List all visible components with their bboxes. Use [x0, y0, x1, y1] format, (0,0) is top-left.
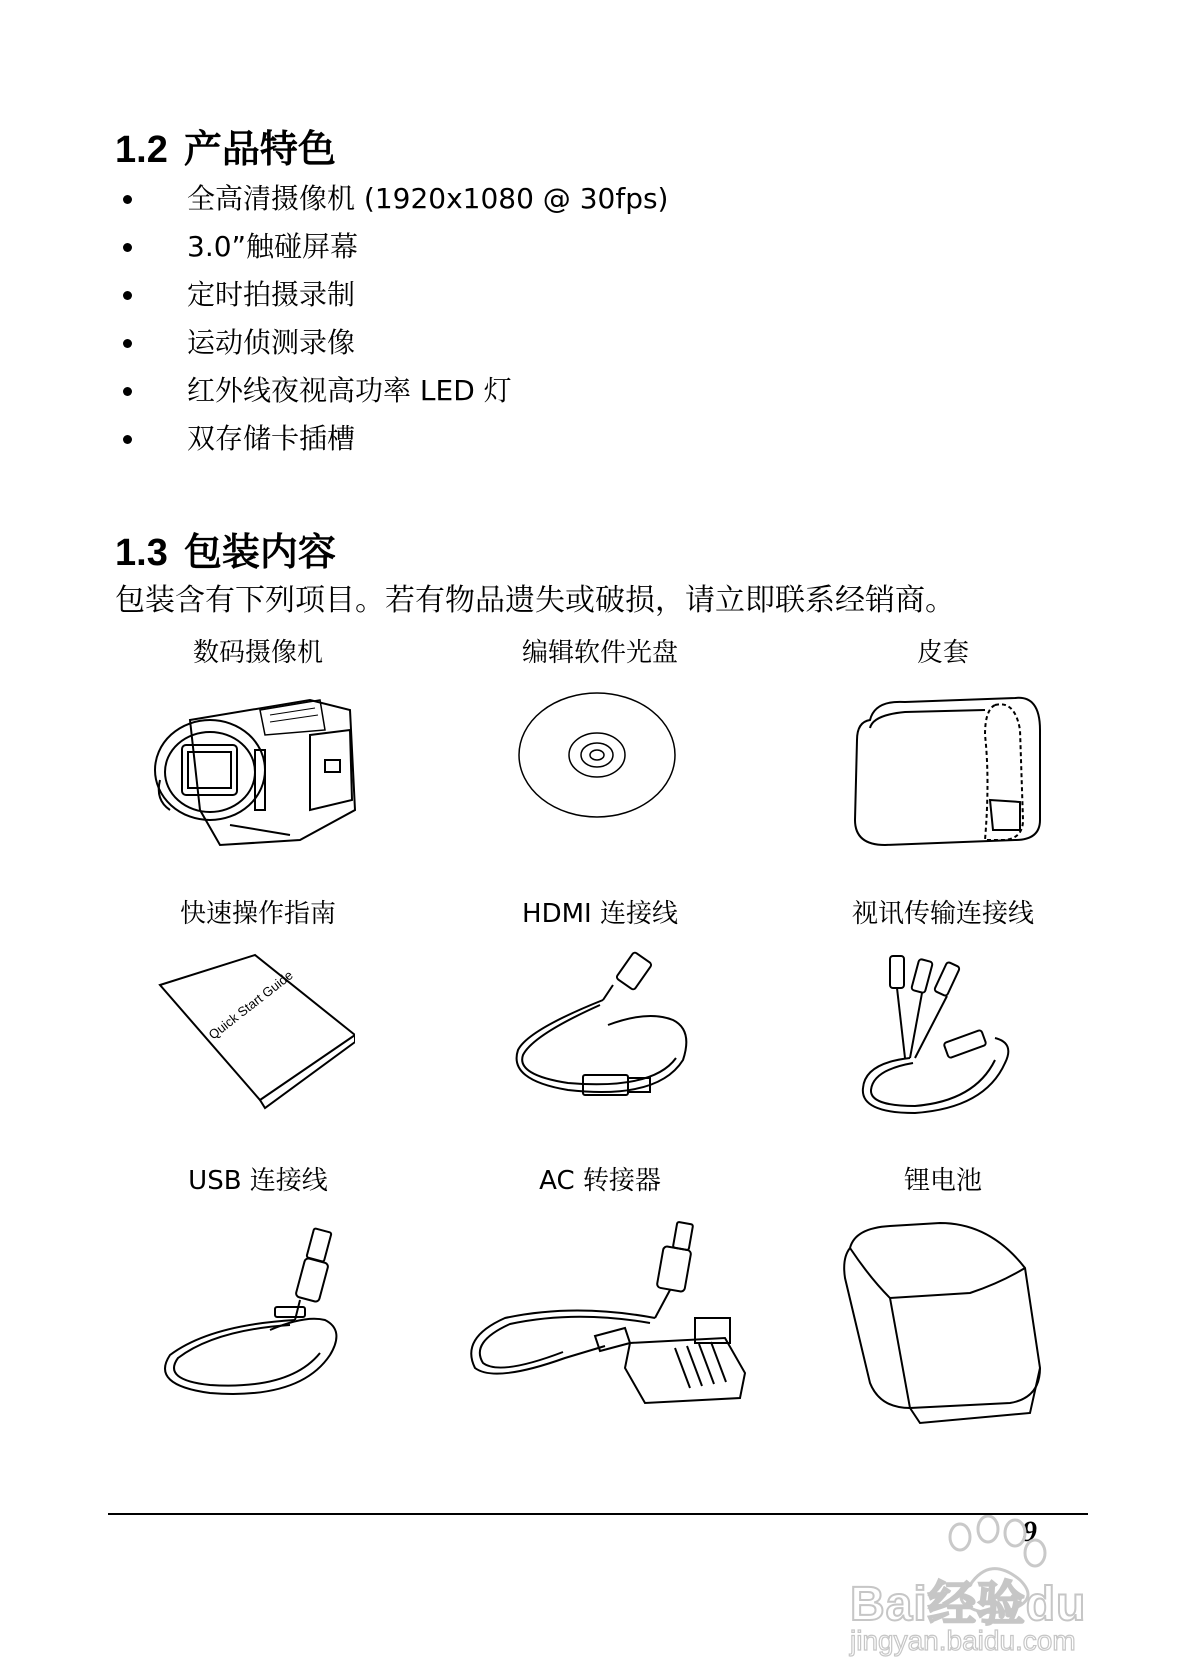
- bullet-icon: [123, 435, 132, 444]
- watermark-url-text: jingyan.baidu.com: [850, 1625, 1076, 1656]
- item-caption-pouch: 皮套: [916, 638, 969, 668]
- item-caption-ac-adapter: AC 转接器: [539, 1166, 661, 1196]
- section-number: 1.2: [115, 129, 168, 171]
- quick-guide-cover-text: Quick Start Guide: [205, 967, 296, 1043]
- ac-adapter-image: [455, 1218, 750, 1408]
- usb-cable-image: [150, 1225, 365, 1400]
- section-title: 产品特色: [183, 127, 336, 171]
- bullet-icon: [123, 387, 132, 396]
- battery-image: [830, 1218, 1050, 1428]
- section-heading-1-3: [115, 521, 336, 576]
- item-caption-hdmi-cable: HDMI 连接线: [522, 899, 678, 929]
- bullet-icon: [123, 339, 132, 348]
- bullet-icon: [123, 243, 132, 252]
- section-heading-1-2: [115, 118, 336, 173]
- item-caption-battery: 锂电池: [903, 1166, 982, 1196]
- item-caption-av-cable: 视讯传输连接线: [851, 899, 1034, 929]
- section-number: 1.3: [115, 532, 168, 574]
- item-caption-usb-cable: USB 连接线: [188, 1166, 328, 1196]
- package-intro: 包装含有下列项目。若有物品遗失或破损，请立即联系经销商。: [115, 583, 955, 618]
- item-caption-software-cd: 编辑软件光盘: [521, 638, 678, 668]
- software-cd-image: [515, 690, 680, 820]
- watermark-brand-text: Bai经验du: [850, 1578, 1087, 1631]
- baidu-watermark: [850, 1515, 1110, 1665]
- item-caption-camcorder: 数码摄像机: [192, 638, 323, 668]
- bullet-icon: [123, 291, 132, 300]
- quick-guide-image: [155, 950, 355, 1110]
- bullet-icon: [123, 195, 132, 204]
- section-title: 包装内容: [183, 530, 336, 574]
- hdmi-cable-image: [508, 950, 693, 1120]
- av-cable-image: [855, 948, 1035, 1123]
- item-caption-quick-guide: 快速操作指南: [179, 899, 336, 929]
- page-number: 9: [1022, 1515, 1037, 1548]
- camcorder-image: [150, 690, 365, 850]
- pouch-image: [845, 690, 1045, 850]
